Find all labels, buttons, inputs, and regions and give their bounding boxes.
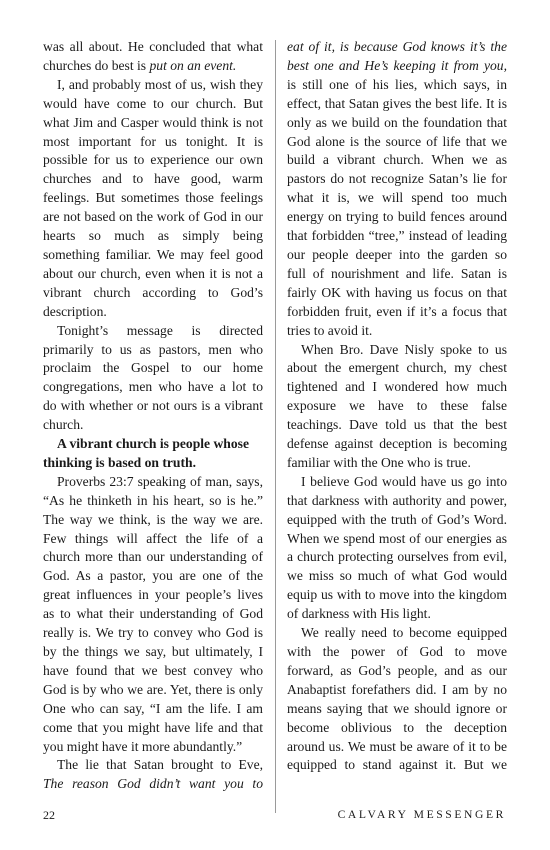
paragraph: I believe God would have us go into that darkness with authority and power, equipped with the truth of God’s Word. When we spend most of our energies as a church protecting ourselves from evil, we miss so much of what God would equip us with to move into the kingdom of darkness with His light.	[287, 473, 507, 622]
paragraph: When Bro. Dave Nisly spoke to us about the emergent church, my chest tightened and I wondered how much exposure we have to these false teachings. Dave told us that the best defense against deception is becoming familiar with the One who is true.	[287, 341, 507, 470]
paragraph-text: The lie that Satan brought to Eve,	[57, 757, 263, 773]
page-number: 22	[43, 808, 55, 822]
paragraph-text: is still one of his lies, which says, in effect, that Satan gives the best life. It is only as we build on the foundation that God alone is the source of life that we build a vibrant church. When we as pastors do not recognize Satan’s lie for what it is, we will spend too much energy on trying to build fences around that forbidden “tree,” instead of leading our people deeper into the garden so full of nourishment and life. Satan is fairly OK with having us focus on that forbidden fruit, even if it’s a focus that tries to avoid it.	[287, 76, 507, 338]
paragraph	[287, 38, 507, 341]
paragraph: Proverbs 23:7 speaking of man, says, “As he thinketh in his heart, so is he.” The way we think, is the way we are. Few things will affect the life of a church more than our understanding of God. As a pastor, you are one of the great influences in your people’s lives as to what their understanding of God really is. We try to convey who God is by the things we say, but ultimately, I have found that we best convey who God is by who we are. Yet, there is only One who can say, “I am the life. I am come that you might have life and that you might have it more abundantly.”	[43, 473, 263, 754]
paragraph: We really need to become equipped with the power of God to move forward, as God’s people, and as our Anabaptist forefathers did. I am by no means saying that we should ignore or become oblivious to the deception around us. We must be aware of it to be equipped to stand against it. But we	[287, 625, 507, 773]
left-column	[43, 38, 263, 794]
column-divider	[275, 40, 276, 813]
paragraph: I, and probably most of us, wish they would have come to our church. But what Jim and Casper would think is not most important for us tonight. It is possible for us to experience our own churches and to have good, warm feelings. But sometimes those feelings are not based on the work of God in our hearts so much as simply being something familiar. We may feel good about our church, even when it is not a vibrant church according to God’s description.	[43, 76, 263, 319]
running-title: CALVARY MESSENGER	[337, 808, 506, 821]
paragraph-italic-text: eat of it, is because God knows it’s the best one and He’s keeping it from you,	[287, 39, 507, 73]
paragraph-text: was all about. He concluded that what churches do best is	[43, 39, 263, 73]
paragraph	[43, 38, 263, 76]
paragraph	[43, 756, 263, 794]
paragraph: Tonight’s message is directed primarily to us as pastors, men who proclaim the Gospel to our home congregations, men who have a lot to do with whether or not ours is a vibrant church.	[43, 322, 263, 433]
section-heading: A vibrant church is people whose thinking is based on truth.	[43, 436, 249, 470]
paragraph-italic-text: put on an event.	[149, 57, 237, 73]
paragraph-italic-text: The reason God didn’t want you to	[43, 776, 263, 792]
right-column	[287, 38, 507, 775]
